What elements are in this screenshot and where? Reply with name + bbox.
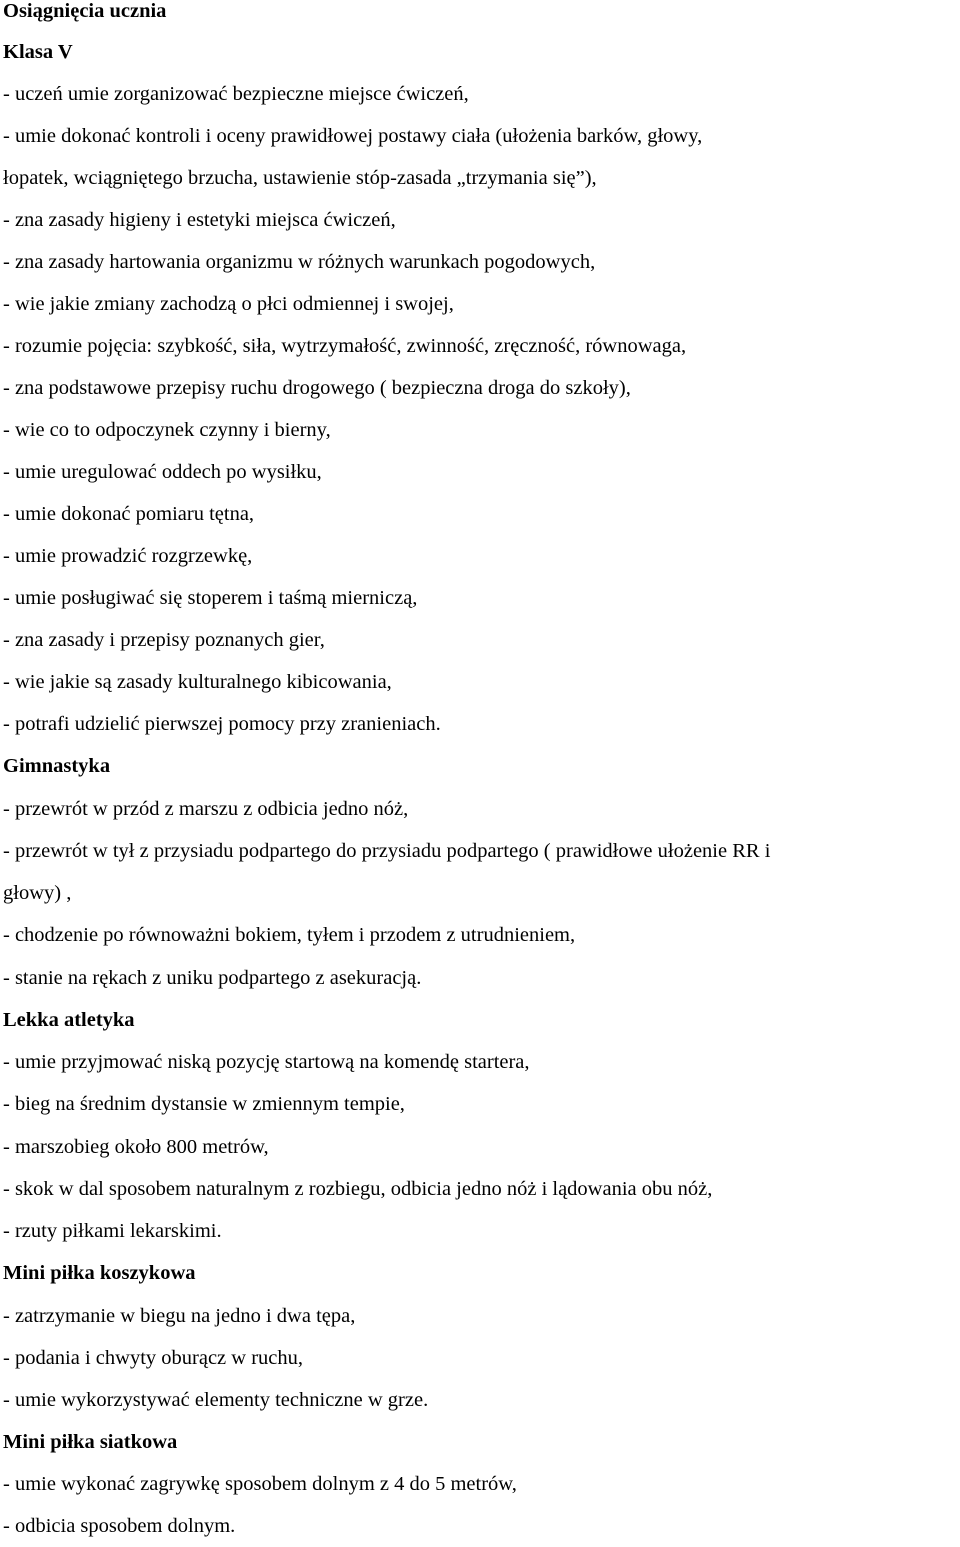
section-item: - podania i chwyty oburącz w ruchu, — [3, 1347, 303, 1369]
general-item: - wie jakie zmiany zachodzą o płci odmiennej i swojej, — [3, 293, 454, 315]
section-heading-mini-pilka-koszykowa: Mini piłka koszykowa — [3, 1262, 196, 1284]
section-heading-gimnastyka: Gimnastyka — [3, 755, 111, 777]
class-label: Klasa V — [3, 41, 73, 63]
general-item: łopatek, wciągniętego brzucha, ustawienie stóp-zasada „trzymania się”), — [3, 167, 597, 189]
general-item: - wie co to odpoczynek czynny i bierny, — [3, 419, 331, 441]
section-item: - przewrót w tył z przysiadu podpartego do przysiadu podpartego ( prawidłowe ułożenie RR i — [3, 840, 771, 862]
section-item: - skok w dal sposobem naturalnym z rozbiegu, odbicia jedno nóż i lądowania obu nóż, — [3, 1178, 713, 1200]
section-heading-lekka-atletyka: Lekka atletyka — [3, 1009, 135, 1031]
document-title: Osiągnięcia ucznia — [3, 0, 167, 22]
general-item: - umie posługiwać się stoperem i taśmą mierniczą, — [3, 587, 418, 609]
section-item: - umie wykorzystywać elementy techniczne w grze. — [3, 1389, 429, 1411]
section-item: - rzuty piłkami lekarskimi. — [3, 1220, 222, 1242]
general-item: - umie dokonać pomiaru tętna, — [3, 503, 255, 525]
general-item: - rozumie pojęcia: szybkość, siła, wytrzymałość, zwinność, zręczność, równowaga, — [3, 335, 687, 357]
section-item: - umie przyjmować niską pozycję startową na komendę startera, — [3, 1051, 530, 1073]
general-item: - zna zasady hartowania organizmu w różnych warunkach pogodowych, — [3, 251, 596, 273]
general-item: - umie uregulować oddech po wysiłku, — [3, 461, 322, 483]
section-item: - przewrót w przód z marszu z odbicia jedno nóż, — [3, 798, 409, 820]
general-item: - zna zasady higieny i estetyki miejsca ćwiczeń, — [3, 209, 396, 231]
general-item: - wie jakie są zasady kulturalnego kibicowania, — [3, 671, 392, 693]
general-item: - zna zasady i przepisy poznanych gier, — [3, 629, 325, 651]
general-item: - potrafi udzielić pierwszej pomocy przy zranieniach. — [3, 713, 441, 735]
general-item: - umie dokonać kontroli i oceny prawidłowej postawy ciała (ułożenia barków, głowy, — [3, 125, 703, 147]
section-heading-mini-pilka-siatkowa: Mini piłka siatkowa — [3, 1431, 178, 1453]
section-item: - chodzenie po równoważni bokiem, tyłem i przodem z utrudnieniem, — [3, 924, 576, 946]
general-item: - umie prowadzić rozgrzewkę, — [3, 545, 253, 567]
section-item: - umie wykonać zagrywkę sposobem dolnym z 4 do 5 metrów, — [3, 1473, 517, 1495]
section-item: - stanie na rękach z uniku podpartego z asekuracją. — [3, 967, 422, 989]
section-item: głowy) , — [3, 882, 72, 904]
general-item: - uczeń umie zorganizować bezpieczne miejsce ćwiczeń, — [3, 83, 469, 105]
section-item: - bieg na średnim dystansie w zmiennym tempie, — [3, 1093, 405, 1115]
section-item: - marszobieg około 800 metrów, — [3, 1136, 269, 1158]
general-item: - zna podstawowe przepisy ruchu drogowego ( bezpieczna droga do szkoły), — [3, 377, 631, 399]
section-item: - odbicia sposobem dolnym. — [3, 1515, 236, 1537]
section-item: - zatrzymanie w biegu na jedno i dwa tępa, — [3, 1305, 356, 1327]
